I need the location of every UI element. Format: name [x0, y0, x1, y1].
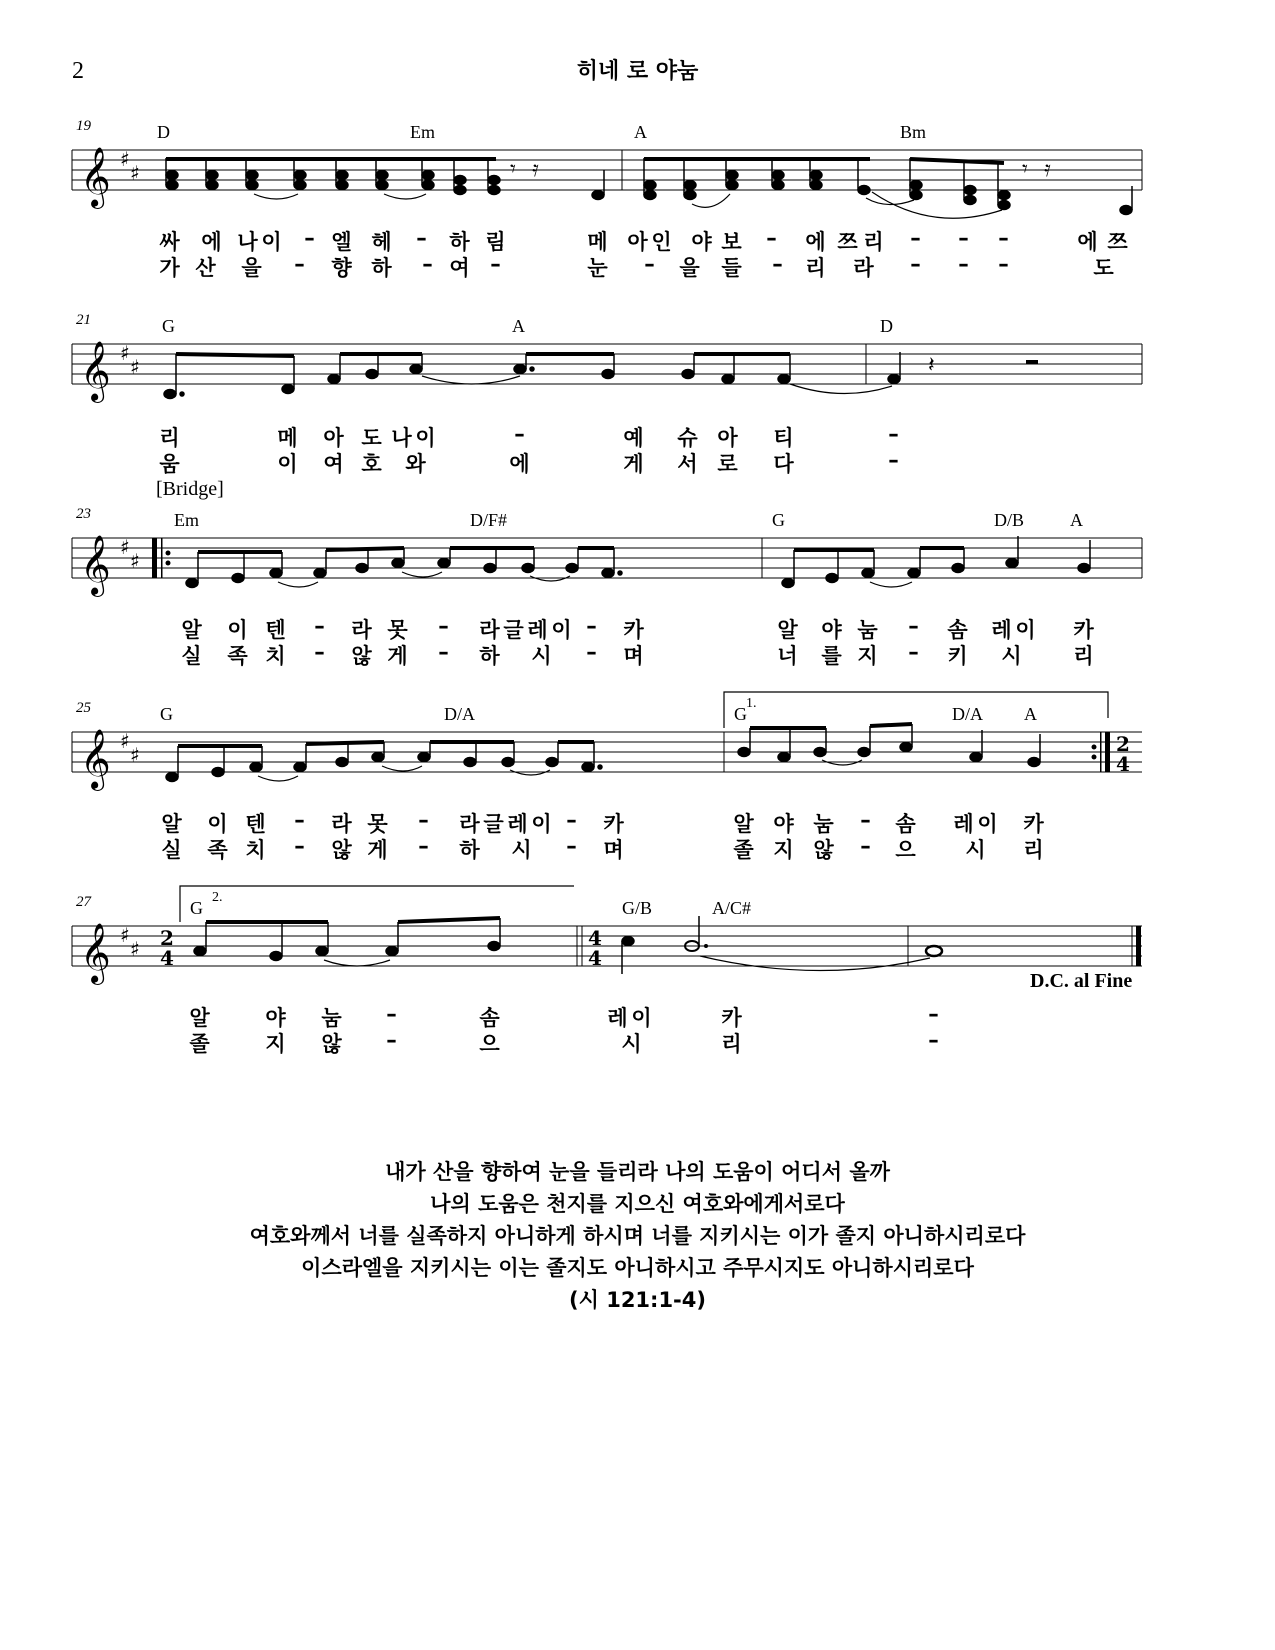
lyric-syllable: – [386, 1028, 398, 1052]
lyric-syllable: 가 [159, 256, 181, 280]
lyric-syllable: 눔 [813, 812, 835, 836]
chord-symbol: G [772, 510, 785, 530]
time-signature: 2 [160, 926, 174, 950]
lyric-syllable: 리 [1073, 644, 1095, 668]
lyric-syllable: 족 [227, 644, 249, 668]
lyric-syllable: 않 [331, 838, 353, 862]
lyric-syllable: – [422, 252, 434, 276]
lyric-syllable: 하 [479, 644, 501, 668]
lyric-syllable: 레 [607, 1006, 629, 1030]
chord-symbol: D/B [994, 510, 1025, 530]
lyric-syllable: 눈 [587, 256, 609, 280]
lyric-syllable: 눔 [857, 618, 879, 642]
time-signature: 4 [160, 946, 174, 970]
lyric-syllable: 도 [1093, 256, 1115, 280]
lyric-syllable: – [888, 422, 900, 446]
lyric-syllable: – [928, 1002, 940, 1026]
chord-symbol: A/C# [712, 898, 752, 918]
final-barline [1136, 926, 1141, 966]
lyric-syllable: 지 [857, 644, 879, 668]
ending-number: 1. [746, 696, 757, 711]
lyric-syllable: – [586, 640, 598, 664]
lyric-syllable: – [586, 614, 598, 638]
lyric-syllable: – [294, 834, 306, 858]
lyric-syllable: 으 [895, 838, 917, 862]
lyric-syllable: – [772, 252, 784, 276]
lyric-syllable: 와 [405, 452, 427, 476]
lyric-syllable: – [860, 808, 872, 832]
lyric-syllable: 헤 [371, 230, 393, 254]
lyric-syllable: 하 [459, 838, 481, 862]
lyric-syllable: 호 [361, 452, 383, 476]
lyric-syllable: 졸 [733, 838, 755, 862]
chord-symbol: A [1070, 510, 1083, 530]
chord-symbol: G [190, 898, 203, 918]
lyric-syllable: 리 [721, 1032, 743, 1056]
key-sharp-icon: ♯ [120, 535, 130, 559]
lyric-syllable: – [490, 252, 502, 276]
lyric-syllable: 슈 [677, 426, 699, 450]
lyric-syllable: 카 [603, 812, 625, 836]
page-number: 2 [72, 58, 84, 84]
lyric-syllable: 메 [587, 230, 609, 254]
lyric-syllable: 이 [1015, 618, 1037, 642]
chord-symbol: A [512, 316, 525, 336]
lyric-syllable: 못 [367, 812, 389, 836]
system-2 [72, 312, 1192, 476]
lyric-syllable: 레 [991, 618, 1013, 642]
lyric-syllable: 쯔 [837, 230, 859, 254]
lyric-syllable: 졸 [189, 1032, 211, 1056]
svg-text:𝄿: 𝄿 [532, 157, 539, 182]
lyric-syllable: 들 [721, 256, 743, 280]
lyric-syllable: 하 [371, 256, 393, 280]
lyric-syllable: 싸 [159, 230, 181, 254]
svg-text:𝄾: 𝄾 [1022, 157, 1028, 182]
chord-symbol: G/B [622, 898, 653, 918]
measure-number: 19 [76, 118, 91, 134]
lyric-syllable: 라 [853, 256, 875, 280]
lyric-syllable: 않 [321, 1032, 343, 1056]
lyric-syllable: – [294, 808, 306, 832]
lyric-syllable: – [910, 226, 922, 250]
verse-line: 나의 도움은 천지를 지으신 여호와에게서로다 [430, 1192, 845, 1216]
song-title: 히네 로 야눔 [576, 59, 699, 84]
lyric-syllable: 림 [485, 230, 507, 254]
measure-number: 23 [76, 506, 91, 522]
lyric-syllable: 눔 [321, 1006, 343, 1030]
first-ending-bracket [724, 692, 1108, 728]
verse-reference: (시 121:1-4) [569, 1288, 706, 1312]
chord-symbol: D [880, 316, 893, 336]
staff-2 [72, 312, 1192, 422]
system-5 [72, 890, 1192, 1064]
chord-symbol: D [157, 122, 170, 142]
section-label: [Bridge] [156, 478, 224, 500]
lyric-syllable: 야 [265, 1006, 287, 1030]
lyric-syllable: 카 [1023, 812, 1045, 836]
key-sharp-icon: ♯ [130, 549, 140, 573]
lyric-syllable: 하 [449, 230, 471, 254]
lyric-syllable: 지 [265, 1032, 287, 1056]
lyric-syllable: 라 [331, 812, 353, 836]
lyric-syllable: 다 [773, 452, 795, 476]
lyric-syllable: 게 [623, 452, 645, 476]
lyric-syllable: – [314, 614, 326, 638]
key-sharp-icon: ♯ [120, 923, 130, 947]
lyric-syllable: 카 [1073, 618, 1095, 642]
lyric-syllable: 을 [679, 256, 701, 280]
system-4 [72, 696, 1192, 870]
lyric-syllable: – [908, 640, 920, 664]
lyric-syllable: – [438, 614, 450, 638]
lyric-syllable: 레 [527, 618, 549, 642]
lyric-syllable: 향 [331, 256, 353, 280]
treble-clef-icon: 𝄞 [80, 341, 111, 401]
lyric-syllable: 레 [953, 812, 975, 836]
treble-clef-icon: 𝄞 [80, 729, 111, 789]
lyric-syllable: 이 [415, 426, 437, 450]
lyric-syllable: 이 [261, 230, 283, 254]
lyric-syllable: 게 [367, 838, 389, 862]
key-sharp-icon: ♯ [120, 729, 130, 753]
lyric-syllable: 티 [773, 426, 795, 450]
time-signature: 4 [588, 946, 602, 970]
chord-symbol: A [1024, 704, 1037, 724]
lyric-syllable: 솜 [947, 618, 969, 642]
lyric-syllable: 인 [651, 230, 673, 254]
chord-symbol: G [160, 704, 173, 724]
lyric-syllable: 서 [677, 452, 699, 476]
lyric-syllable: 시 [965, 838, 987, 862]
lyric-syllable: – [418, 808, 430, 832]
treble-clef-icon: 𝄞 [80, 535, 111, 595]
lyric-syllable: – [998, 252, 1010, 276]
lyric-syllable: – [304, 226, 316, 250]
key-sharp-icon: ♯ [130, 937, 140, 961]
treble-clef-icon: 𝄞 [80, 147, 111, 207]
lyric-syllable: – [566, 808, 578, 832]
chord-symbol: G [162, 316, 175, 336]
lyric-syllable: 치 [265, 644, 287, 668]
key-sharp-icon: ♯ [130, 355, 140, 379]
lyric-syllable: 예 [623, 426, 645, 450]
lyric-syllable: 시 [1001, 644, 1023, 668]
lyric-syllable: 라 [351, 618, 373, 642]
lyric-syllable: 움 [159, 452, 181, 476]
lyric-syllable: 리 [159, 426, 181, 450]
chord-symbol: A [634, 122, 647, 142]
chord-symbol: G [734, 704, 747, 724]
lyric-syllable: 에 [1077, 230, 1099, 254]
lyric-syllable: 레 [507, 812, 529, 836]
chord-symbol: D/F# [470, 510, 508, 530]
lyric-syllable: 이 [227, 618, 249, 642]
key-sharp-icon: ♯ [130, 743, 140, 767]
verse-line: 내가 산을 향하여 눈을 들리라 나의 도움이 어디서 올까 [385, 1160, 890, 1184]
lyric-syllable: 알 [733, 812, 755, 836]
lyric-syllable: 며 [603, 838, 625, 862]
lyric-syllable: 알 [161, 812, 183, 836]
system-3 [72, 478, 1192, 676]
lyric-syllable: 라 [459, 812, 481, 836]
lyric-syllable: 알 [777, 618, 799, 642]
lyric-syllable: 실 [161, 838, 183, 862]
lyric-syllable: 나 [237, 230, 259, 254]
lyric-syllable: – [888, 448, 900, 472]
lyric-syllable: 족 [207, 838, 229, 862]
chord-symbol: Em [410, 122, 435, 142]
lyric-syllable: 로 [717, 452, 739, 476]
lyric-syllable: 에 [509, 452, 531, 476]
lyric-syllable: 않 [351, 644, 373, 668]
lyric-syllable: – [416, 226, 428, 250]
lyric-syllable: – [928, 1028, 940, 1052]
lyric-syllable: – [438, 640, 450, 664]
measure-number: 27 [76, 894, 91, 910]
lyric-syllable: 이 [977, 812, 999, 836]
lyric-syllable: 키 [947, 644, 969, 668]
key-sharp-icon: ♯ [130, 161, 140, 185]
lyric-syllable: – [644, 252, 656, 276]
verse-line: 여호와께서 너를 실족하지 아니하게 하시며 너를 지키시는 이가 졸지 아니하시리로다 [249, 1224, 1026, 1248]
lyric-syllable: – [418, 834, 430, 858]
lyric-syllable: 이 [277, 452, 299, 476]
time-signature: 4 [588, 926, 602, 950]
lyric-syllable: – [958, 226, 970, 250]
lyric-syllable: 리 [863, 230, 885, 254]
lyric-syllable: – [566, 834, 578, 858]
lyric-syllable: 아 [323, 426, 345, 450]
lyric-syllable: 치 [245, 838, 267, 862]
lyric-syllable: 텐 [245, 812, 267, 836]
chord-symbol: Em [174, 510, 199, 530]
svg-text:𝄿: 𝄿 [1044, 157, 1051, 182]
lyric-syllable: 실 [181, 644, 203, 668]
lyric-syllable: 알 [181, 618, 203, 642]
lyric-syllable: 이 [207, 812, 229, 836]
lyric-syllable: 이 [531, 812, 553, 836]
measure-number: 25 [76, 700, 91, 716]
lyric-syllable: 야 [773, 812, 795, 836]
system-1 [72, 118, 1192, 288]
lyric-syllable: – [860, 834, 872, 858]
lyric-syllable: 엘 [331, 230, 353, 254]
lyric-syllable: 으 [479, 1032, 501, 1056]
lyric-syllable: – [910, 252, 922, 276]
lyric-syllable: – [294, 252, 306, 276]
verse-line: 이스라엘을 지키시는 이는 졸지도 아니하시고 주무시지도 아니하시리로다 [301, 1256, 974, 1280]
lyric-syllable: 아 [627, 230, 649, 254]
lyric-syllable: – [908, 614, 920, 638]
lyric-syllable: 솜 [895, 812, 917, 836]
lyric-syllable: 여 [449, 256, 471, 280]
lyric-syllable: 산 [195, 256, 217, 280]
chord-symbol: D/A [444, 704, 475, 724]
lyric-syllable: 리 [805, 256, 827, 280]
lyric-syllable: 너 [777, 644, 799, 668]
lyric-syllable: 이 [551, 618, 573, 642]
svg-text:𝄾: 𝄾 [510, 157, 516, 182]
lyric-syllable: 야 [691, 230, 713, 254]
lyric-syllable: 를 [821, 644, 843, 668]
lyric-syllable: 여 [323, 452, 345, 476]
lyric-syllable: 알 [189, 1006, 211, 1030]
lyric-syllable: 에 [201, 230, 223, 254]
lyric-syllable: 카 [623, 618, 645, 642]
lyric-syllable: 시 [531, 644, 553, 668]
staff-1 [72, 118, 1192, 228]
time-signature: 4 [1116, 752, 1130, 776]
lyric-syllable: 메 [277, 426, 299, 450]
lyric-syllable: – [514, 422, 526, 446]
lyric-syllable: 글 [483, 812, 505, 836]
lyric-syllable: – [314, 640, 326, 664]
lyric-syllable: 카 [721, 1006, 743, 1030]
chord-symbol: Bm [900, 122, 927, 142]
lyric-syllable: 글 [503, 618, 525, 642]
lyric-syllable: 지 [773, 838, 795, 862]
chord-symbol: D/A [952, 704, 983, 724]
lyric-syllable: 아 [717, 426, 739, 450]
ending-number: 2. [212, 890, 223, 905]
lyric-syllable: – [386, 1002, 398, 1026]
lyric-syllable: – [766, 226, 778, 250]
lyric-syllable: 며 [623, 644, 645, 668]
key-sharp-icon: ♯ [120, 341, 130, 365]
time-signature: 2 [1116, 732, 1130, 756]
lyric-syllable: 시 [621, 1032, 643, 1056]
lyric-syllable: – [958, 252, 970, 276]
lyric-syllable: 을 [241, 256, 263, 280]
lyric-syllable: 도 [361, 426, 383, 450]
lyric-syllable: 야 [821, 618, 843, 642]
lyric-syllable: 시 [511, 838, 533, 862]
lyric-syllable: 나 [391, 426, 413, 450]
lyric-syllable: 이 [631, 1006, 653, 1030]
lyric-syllable: – [998, 226, 1010, 250]
lyric-syllable: 보 [721, 230, 743, 254]
dc-al-fine-marking: D.C. al Fine [1030, 970, 1133, 992]
measure-number: 21 [76, 312, 91, 328]
lyric-syllable: 쯔 [1107, 230, 1129, 254]
key-sharp-icon: ♯ [120, 147, 130, 171]
lyric-syllable: 솜 [479, 1006, 501, 1030]
scripture-verse [0, 1156, 1275, 1316]
lyric-syllable: 못 [387, 618, 409, 642]
treble-clef-icon: 𝄞 [80, 923, 111, 983]
second-ending-bracket [180, 886, 574, 922]
lyric-syllable: 게 [387, 644, 409, 668]
lyric-syllable: 텐 [265, 618, 287, 642]
lyric-syllable: 리 [1023, 838, 1045, 862]
lyric-syllable: 에 [805, 230, 827, 254]
svg-text:𝄽: 𝄽 [928, 353, 935, 378]
lyric-syllable: 라 [479, 618, 501, 642]
lyric-syllable: 않 [813, 838, 835, 862]
